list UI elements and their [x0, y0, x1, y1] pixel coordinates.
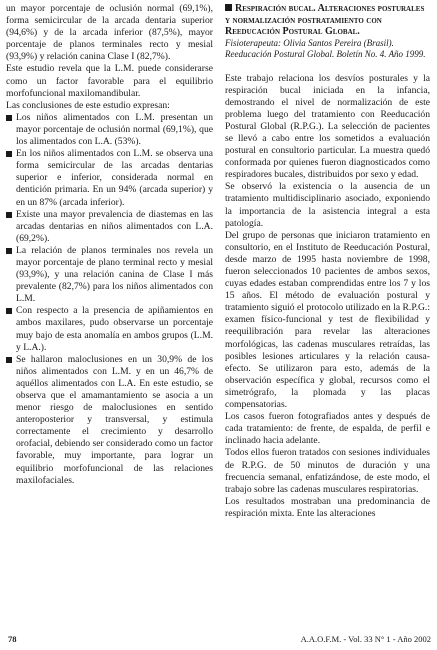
list-item — [6, 245, 213, 305]
list-item — [6, 148, 213, 208]
page-number: 78 — [8, 634, 17, 644]
body-paragraph: Este trabajo relaciona los desvíos posturales y la respiración bucal iniciada en la infancia, demostrando el nivel de normalización de este problema luego del tratamiento con Reeducación Postural Global (R.P.G.). La selección de pacientes se llevó a cabo entre los sometidos a evaluación postural en consultorio particular. La muestra quedó conformada por quienes fueron diagnosticados como respiradores bucales, distribuidos por sexo y edad. — [225, 72, 430, 181]
journal-citation: A.A.O.F.M. - Vol. 33 N° 1 - Año 2002 — [300, 634, 431, 644]
list-item — [6, 305, 213, 353]
list-item — [6, 354, 213, 487]
left-column — [6, 3, 213, 487]
list-item-text: Existe una mayor prevalencia de diastemas en las arcadas dentarias en niños alimentados con L.A. (69,2%). — [16, 208, 213, 244]
conclusions-list — [6, 112, 213, 487]
title-square-icon — [225, 4, 232, 11]
body-paragraph: Las conclusiones de este estudio expresan: — [6, 99, 170, 111]
bullet-square-icon — [6, 357, 12, 363]
body-paragraph: Los casos fueron fotografiados antes y después de cada tratamiento: de frente, de espalda, de perfil e inclinado hacia adelante. — [225, 411, 430, 447]
list-item-text: En los niños alimentados con L.M. se observa una forma semicircular de las arcadas dentarias superior e inferior, considerada normal en dentición primaria. En un 94% (arcada superior) y en un 87% (arcada inferior). — [16, 148, 213, 208]
list-item-text: Los niños alimentados con L.M. presentan un mayor porcentaje de oclusión normal (69,1%), que los alimentados con L.A. (53%). — [16, 111, 213, 148]
bullet-square-icon — [6, 151, 12, 157]
body-paragraph: Se observó la existencia o la ausencia de un tratamiento multidisciplinario asociado, exponiendo la importancia de la asistencia integral a esta patología. — [225, 181, 430, 229]
bullet-square-icon — [6, 212, 12, 218]
bullet-square-icon — [6, 308, 12, 314]
body-paragraph: Del grupo de personas que iniciaron tratamiento en consultorio, en el Instituto de Reeducación Postural, desde marzo de 1995 hasta noviembre de 1998, fueron seleccionados 10 pacientes de ambos sexos, cuyas edades estaban comprendidas entre los 7 y los 15 años. El método de evaluación postural y tratamiento siguió el protocolo utilizado en la R.P.G.: examen físico-funcional y test de flexibilidad y reequilibración para revelar las alteraciones morfológicas, las cadenas musculares retraídas, las posibles lesiones articulares y la relación causa-efecto. Se utilizaron para esto, además de la observación específica y global, recursos como el simetrógrafo, la plomada y las placas compensatorias. — [225, 229, 430, 411]
body-paragraph: Este estudio revela que la L.M. puede considerarse como un factor favorable para el equilibrio morfofuncional maxilomandibular. — [6, 63, 213, 99]
body-paragraph: un mayor porcentaje de oclusión normal (69,1%), forma semicircular de la arcada dentaria superior (94,6%) y de la arcada inferior (87,5%), mayor porcentaje de planos terminales recto y mesial (93,9%) y relación canina Clase I (82,7%). — [6, 3, 213, 63]
list-item — [6, 112, 213, 148]
list-item — [6, 209, 213, 245]
article-title — [225, 3, 430, 38]
list-item-text: La relación de planos terminales nos revela un mayor porcentaje de plano terminal recto y mesial (93,9%), y una relación canina de Clase I más prevalente (82,7%) para los niños alimentados con L.M. — [16, 244, 213, 305]
article-source: Fisioterapeuta: Olivia Santos Pereira (Brasil). Reeducación Postural Global. Boletín No. 4. Año 1999. — [225, 37, 426, 59]
body-paragraph: Todos ellos fueron tratados con sesiones individuales de R.P.G. de 50 minutos de duración y una frecuencia semanal, enfatizándose, de este modo, el trabajo sobre las cadenas musculares respiratorias. — [225, 447, 430, 495]
list-item-text: Con respecto a la presencia de apiñamientos en ambos maxilares, pudo observarse un porcentaje muy bajo de esta anomalía en ambos grupos (L.M. y L.A.). — [16, 305, 213, 353]
bullet-square-icon — [6, 115, 12, 121]
article-title-text: Respiración bucal. Alteraciones posturales y normalización postratamiento con Reeducación Postural Global. — [225, 3, 425, 37]
right-column — [225, 3, 430, 520]
list-item-text: Se hallaron maloclusiones en un 30,9% de los niños alimentados con L.M. y en un 46,7% de aquéllos alimentados con L.A. En este estudio, se observa que el amamantamiento se asocia a un menor riesgo de maloclusiones en sentido anteroposterior y transversal, y estimula correctamente el crecimiento y desarrollo orofacial, debiendo ser considerado como un factor favorable, muy importante, para lograr un equilibrio morfofuncional de las relaciones maxilofaciales. — [16, 353, 213, 486]
bullet-square-icon — [6, 248, 12, 254]
body-paragraph: Los resultados mostraban una predominancia de respiración mixta. Ente las alteraciones — [225, 495, 430, 519]
